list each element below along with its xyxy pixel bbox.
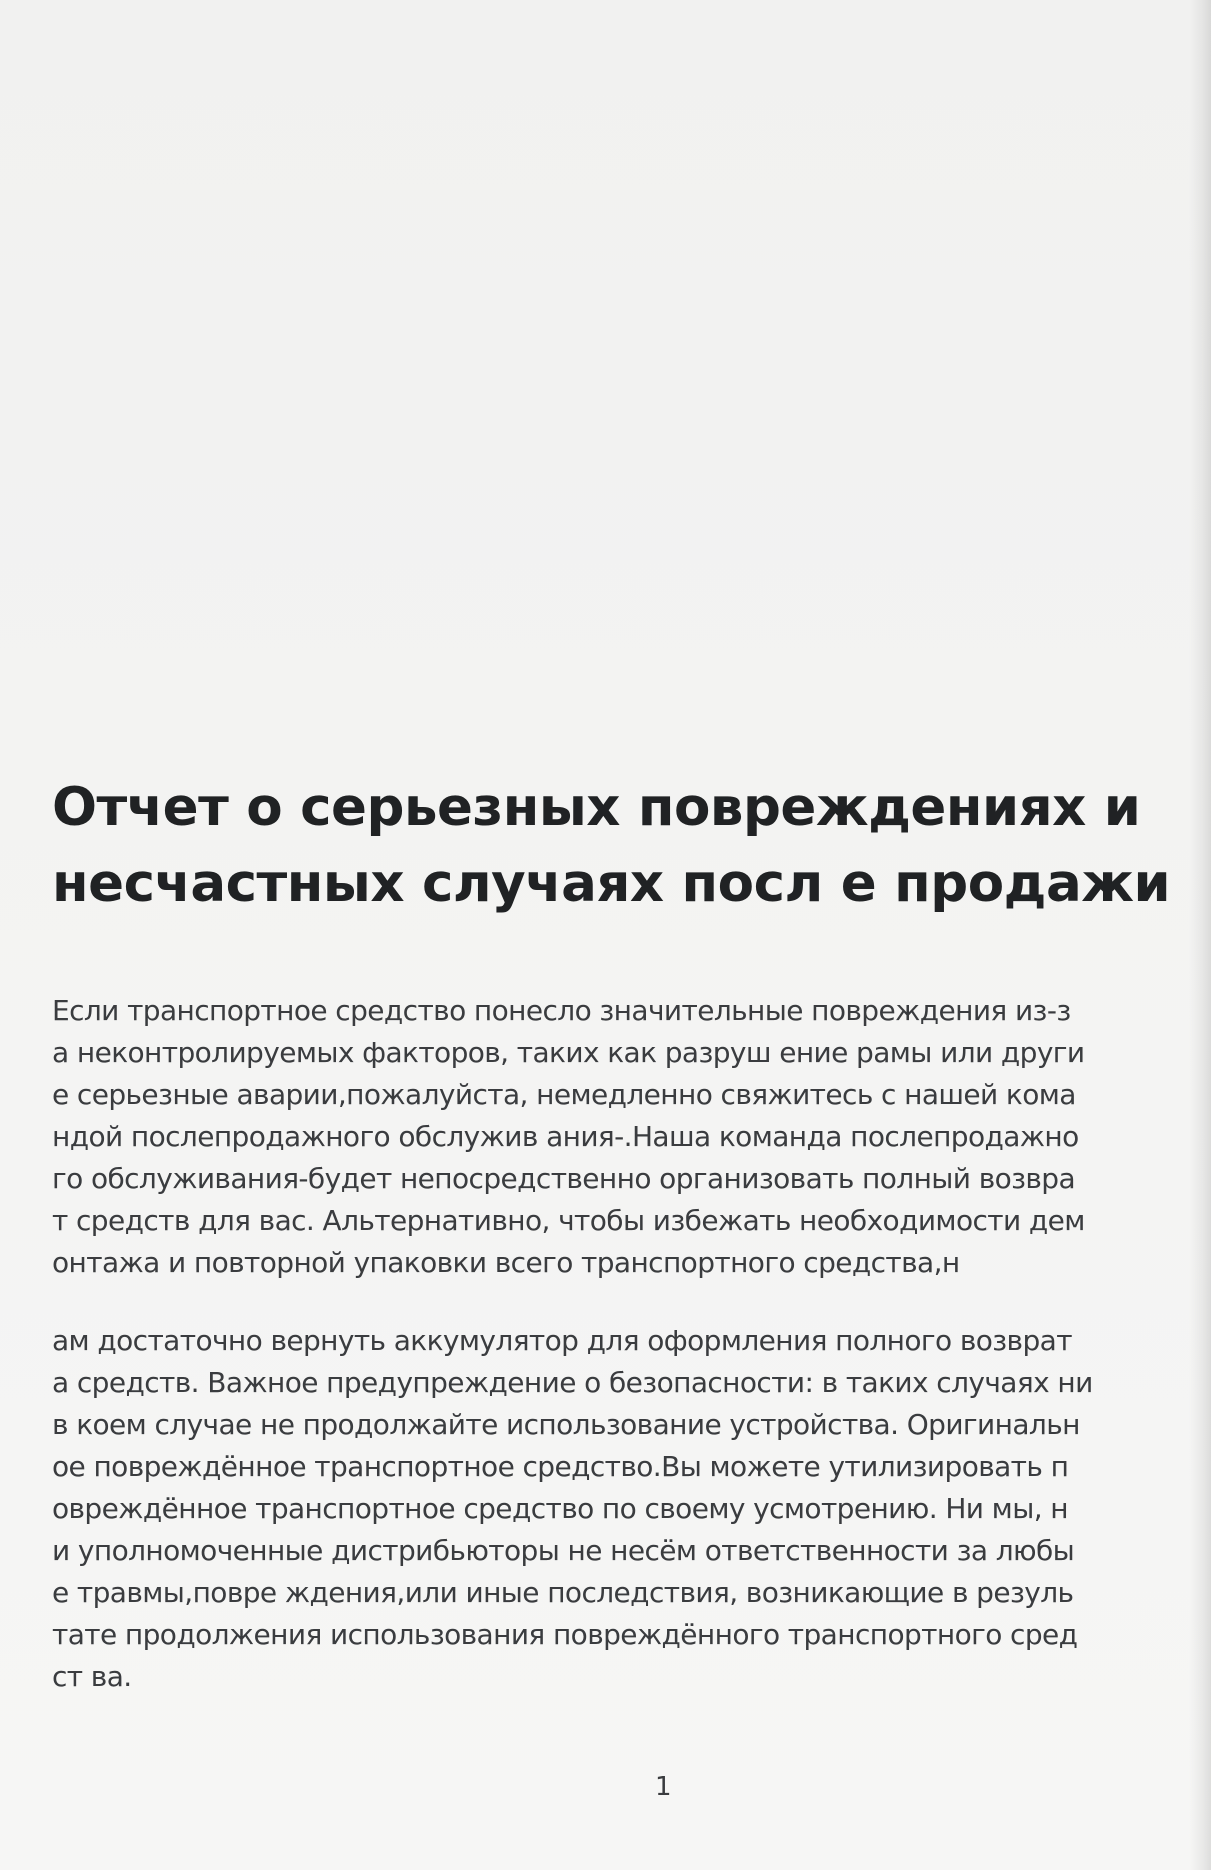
title-line: Отчет о серьезных повреждениях и: [52, 777, 1141, 838]
text-line: Если транспортное средство понесло значительные повреждения из-з: [52, 994, 1071, 1027]
text-line: онтажа и повторной упаковки всего транспортного средства,н: [52, 1246, 960, 1279]
title-line: несчастных случаях посл е продажи: [52, 853, 1171, 914]
text-line: ндой послепродажного обслужив ания-.Наша команда послепродажно: [52, 1120, 1079, 1153]
text-line: го обслуживания-будет непосредственно организовать полный возвра: [52, 1162, 1076, 1195]
text-line: ам достаточно вернуть аккумулятор для оформления полного возврат: [52, 1324, 1072, 1357]
paragraph-2: [52, 1320, 1187, 1698]
text-line: а неконтролируемых факторов, таких как разруш ение рамы или други: [52, 1036, 1085, 1069]
paragraph-1: [52, 990, 1187, 1284]
text-line: ст ва.: [52, 1660, 132, 1693]
text-line: в коем случае не продолжайте использование устройства. Оригинальн: [52, 1408, 1080, 1441]
text-line: овреждённое транспортное средство по своему усмотрению. Ни мы, н: [52, 1492, 1069, 1525]
page-number: 1: [655, 1772, 672, 1802]
text-line: тате продолжения использования повреждённого транспортного сред: [52, 1618, 1078, 1651]
page-edge-shadow: [1189, 0, 1211, 1870]
text-line: а средств. Важное предупреждение о безопасности: в таких случаях ни: [52, 1366, 1093, 1399]
text-line: е серьезные аварии,пожалуйста, немедленно свяжитесь с нашей кома: [52, 1078, 1076, 1111]
text-line: и уполномоченные дистрибьюторы не несём ответственности за любы: [52, 1534, 1075, 1567]
text-line: е травмы,повре ждения,или иные последствия, возникающие в резуль: [52, 1576, 1074, 1609]
text-line: т средств для вас. Альтернативно, чтобы избежать необходимости дем: [52, 1204, 1085, 1237]
text-line: ое повреждённое транспортное средство.Вы можете утилизировать п: [52, 1450, 1069, 1483]
page-title: [52, 770, 1172, 922]
